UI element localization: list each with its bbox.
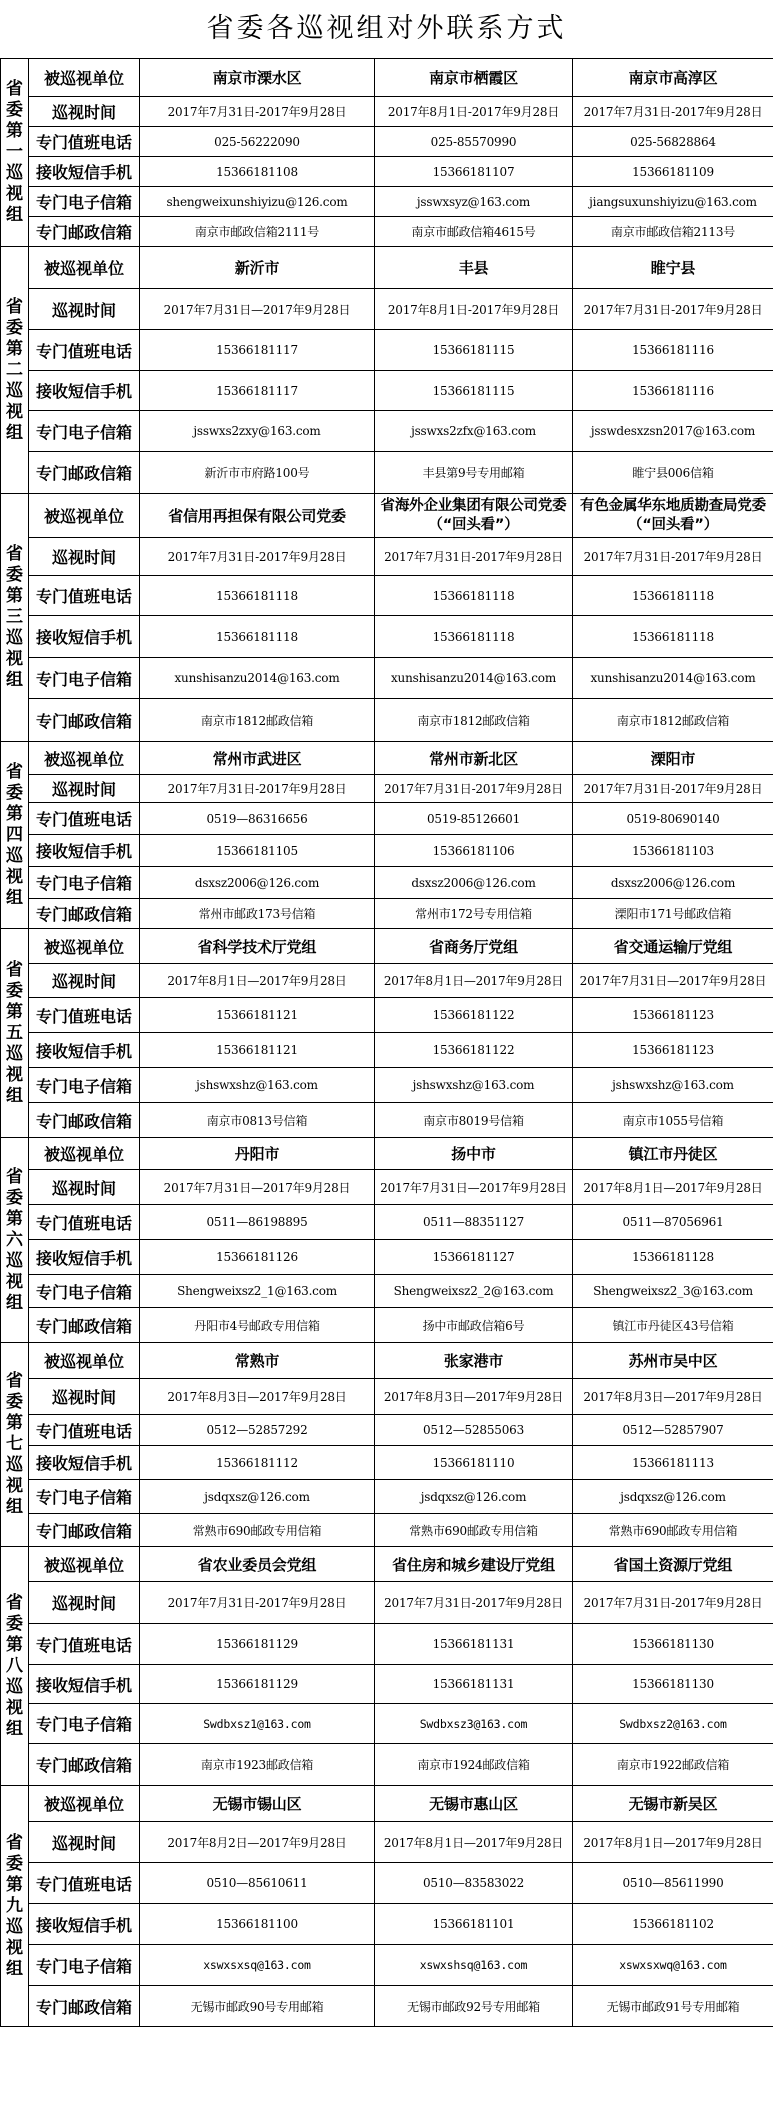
time-cell: 2017年7月31日-2017年9月28日	[573, 538, 773, 576]
group-name-cell: 省委第三巡视组	[1, 494, 29, 742]
table-row	[1, 187, 773, 217]
row-label-time: 巡视时间	[29, 964, 140, 998]
table-row	[1, 494, 773, 538]
unit-cell: 省农业委员会党组	[140, 1547, 375, 1582]
post-cell: 南京市1923邮政信箱	[140, 1744, 375, 1786]
email-cell[interactable]: Shengweixsz2_1@163.com	[140, 1275, 375, 1308]
table-row	[1, 1945, 773, 1986]
table-row	[1, 247, 773, 289]
row-label-unit: 被巡视单位	[29, 247, 140, 289]
sms-cell: 15366181130	[573, 1665, 773, 1704]
row-label-unit: 被巡视单位	[29, 1138, 140, 1170]
phone-cell: 0519-85126601	[375, 803, 573, 835]
phone-cell: 15366181130	[573, 1624, 773, 1665]
phone-cell: 025-85570990	[375, 127, 573, 157]
table-row	[1, 1744, 773, 1786]
sms-cell: 15366181109	[573, 157, 773, 187]
post-cell: 无锡市邮政92号专用邮箱	[375, 1986, 573, 2027]
phone-cell: 15366181129	[140, 1624, 375, 1665]
table-row	[1, 1033, 773, 1068]
sms-cell: 15366181126	[140, 1240, 375, 1275]
sms-cell: 15366181118	[140, 616, 375, 658]
unit-cell: 常州市武进区	[140, 742, 375, 775]
sms-cell: 15366181107	[375, 157, 573, 187]
group-name-cell: 省委第六巡视组	[1, 1138, 29, 1343]
time-cell: 2017年7月31日—2017年9月28日	[140, 1170, 375, 1205]
table-row	[1, 59, 773, 97]
post-cell: 南京市邮政信箱4615号	[375, 217, 573, 247]
time-cell: 2017年8月3日—2017年9月28日	[573, 1379, 773, 1415]
phone-cell: 0512—52857292	[140, 1415, 375, 1446]
row-label-email: 专门电子信箱	[29, 1275, 140, 1308]
post-cell: 南京市1812邮政信箱	[140, 699, 375, 742]
unit-cell: 南京市溧水区	[140, 59, 375, 97]
email-cell[interactable]: jsdqxsz@126.com	[375, 1480, 573, 1514]
row-label-phone: 专门值班电话	[29, 803, 140, 835]
row-label-email: 专门电子信箱	[29, 411, 140, 452]
sms-cell: 15366181102	[573, 1904, 773, 1945]
email-cell[interactable]: jshswxshz@163.com	[573, 1068, 773, 1103]
post-cell: 南京市邮政信箱2111号	[140, 217, 375, 247]
post-cell: 无锡市邮政91号专用邮箱	[573, 1986, 773, 2027]
email-cell[interactable]: jsdqxsz@126.com	[140, 1480, 375, 1514]
row-label-email: 专门电子信箱	[29, 867, 140, 899]
unit-cell: 无锡市新吴区	[573, 1786, 773, 1822]
table-row	[1, 289, 773, 330]
table-row	[1, 127, 773, 157]
sms-cell: 15366181123	[573, 1033, 773, 1068]
email-cell[interactable]: xswxshsq@163.com	[375, 1945, 573, 1986]
group-name-cell: 省委第一巡视组	[1, 59, 29, 247]
table-row	[1, 1582, 773, 1624]
post-cell: 常熟市690邮政专用信箱	[140, 1514, 375, 1547]
time-cell: 2017年7月31日-2017年9月28日	[375, 775, 573, 803]
sms-cell: 15366181131	[375, 1665, 573, 1704]
phone-cell: 15366181118	[375, 576, 573, 616]
email-cell[interactable]: jshswxshz@163.com	[375, 1068, 573, 1103]
post-cell: 南京市0813号信箱	[140, 1103, 375, 1138]
table-row	[1, 1665, 773, 1704]
row-label-email: 专门电子信箱	[29, 187, 140, 217]
post-cell: 南京市1922邮政信箱	[573, 1744, 773, 1786]
time-cell: 2017年8月3日—2017年9月28日	[375, 1379, 573, 1415]
sms-cell: 15366181127	[375, 1240, 573, 1275]
row-label-post: 专门邮政信箱	[29, 1744, 140, 1786]
time-cell: 2017年7月31日—2017年9月28日	[140, 289, 375, 330]
table-row	[1, 1904, 773, 1945]
sms-cell: 15366181122	[375, 1033, 573, 1068]
group-name-cell: 省委第九巡视组	[1, 1786, 29, 2027]
sms-cell: 15366181115	[375, 371, 573, 411]
row-label-time: 巡视时间	[29, 1582, 140, 1624]
unit-cell: 镇江市丹徒区	[573, 1138, 773, 1170]
phone-cell: 15366181123	[573, 998, 773, 1033]
sms-cell: 15366181113	[573, 1446, 773, 1480]
row-label-time: 巡视时间	[29, 1379, 140, 1415]
table-row	[1, 775, 773, 803]
sms-cell: 15366181103	[573, 835, 773, 867]
table-row	[1, 699, 773, 742]
time-cell: 2017年7月31日-2017年9月28日	[573, 97, 773, 127]
sms-cell: 15366181118	[375, 616, 573, 658]
sms-cell: 15366181110	[375, 1446, 573, 1480]
row-label-post: 专门邮政信箱	[29, 217, 140, 247]
table-row	[1, 658, 773, 699]
email-cell[interactable]: Swdbxsz3@163.com	[375, 1704, 573, 1744]
row-label-post: 专门邮政信箱	[29, 1514, 140, 1547]
time-cell: 2017年8月1日—2017年9月28日	[573, 1822, 773, 1863]
email-cell[interactable]: jsswxs2zfx@163.com	[375, 411, 573, 452]
table-row	[1, 1446, 773, 1480]
sms-cell: 15366181118	[573, 616, 773, 658]
table-row	[1, 899, 773, 929]
email-cell[interactable]: dsxsz2006@126.com	[375, 867, 573, 899]
table-row	[1, 1822, 773, 1863]
row-label-sms: 接收短信手机	[29, 1904, 140, 1945]
row-label-sms: 接收短信手机	[29, 1033, 140, 1068]
time-cell: 2017年8月1日—2017年9月28日	[375, 1822, 573, 1863]
row-label-time: 巡视时间	[29, 538, 140, 576]
sms-cell: 15366181105	[140, 835, 375, 867]
email-cell[interactable]: dsxsz2006@126.com	[573, 867, 773, 899]
table-row	[1, 157, 773, 187]
table-row	[1, 1547, 773, 1582]
table-row	[1, 616, 773, 658]
row-label-phone: 专门值班电话	[29, 1205, 140, 1240]
unit-cell: 省交通运输厅党组	[573, 929, 773, 964]
table-row	[1, 803, 773, 835]
row-label-sms: 接收短信手机	[29, 371, 140, 411]
table-row	[1, 1379, 773, 1415]
email-cell[interactable]: jsswxs2zxy@163.com	[140, 411, 375, 452]
table-row	[1, 217, 773, 247]
phone-cell: 0519-80690140	[573, 803, 773, 835]
row-label-post: 专门邮政信箱	[29, 1308, 140, 1343]
table-row	[1, 1103, 773, 1138]
sms-cell: 15366181108	[140, 157, 375, 187]
row-label-phone: 专门值班电话	[29, 127, 140, 157]
email-cell[interactable]: dsxsz2006@126.com	[140, 867, 375, 899]
unit-cell: 无锡市锡山区	[140, 1786, 375, 1822]
sms-cell: 15366181116	[573, 371, 773, 411]
group-name-cell: 省委第七巡视组	[1, 1343, 29, 1547]
phone-cell: 0512—52855063	[375, 1415, 573, 1446]
unit-cell: 溧阳市	[573, 742, 773, 775]
unit-cell: 苏州市吴中区	[573, 1343, 773, 1379]
unit-cell: 有色金属华东地质勘查局党委（“回头看”）	[573, 494, 773, 538]
post-cell: 无锡市邮政90号专用邮箱	[140, 1986, 375, 2027]
email-cell[interactable]: Swdbxsz2@163.com	[573, 1704, 773, 1744]
unit-cell: 省海外企业集团有限公司党委（“回头看”）	[375, 494, 573, 538]
row-label-sms: 接收短信手机	[29, 1240, 140, 1275]
unit-cell: 常熟市	[140, 1343, 375, 1379]
phone-cell: 0510—83583022	[375, 1863, 573, 1904]
unit-cell: 扬中市	[375, 1138, 573, 1170]
sms-cell: 15366181128	[573, 1240, 773, 1275]
time-cell: 2017年8月1日—2017年9月28日	[375, 964, 573, 998]
row-label-unit: 被巡视单位	[29, 1547, 140, 1582]
table-row	[1, 1240, 773, 1275]
email-cell[interactable]: jshswxshz@163.com	[140, 1068, 375, 1103]
time-cell: 2017年7月31日—2017年9月28日	[375, 1170, 573, 1205]
row-label-sms: 接收短信手机	[29, 1446, 140, 1480]
contact-table	[0, 58, 773, 2027]
row-label-email: 专门电子信箱	[29, 1704, 140, 1744]
table-row	[1, 964, 773, 998]
post-cell: 新沂市市府路100号	[140, 452, 375, 494]
post-cell: 扬中市邮政信箱6号	[375, 1308, 573, 1343]
table-row	[1, 1308, 773, 1343]
time-cell: 2017年8月3日—2017年9月28日	[140, 1379, 375, 1415]
table-row	[1, 576, 773, 616]
table-row	[1, 371, 773, 411]
table-row	[1, 1704, 773, 1744]
table-row	[1, 1986, 773, 2027]
table-row	[1, 1205, 773, 1240]
time-cell: 2017年8月1日—2017年9月28日	[140, 964, 375, 998]
phone-cell: 15366181121	[140, 998, 375, 1033]
table-row	[1, 1863, 773, 1904]
table-row	[1, 452, 773, 494]
email-cell[interactable]: Swdbxsz1@163.com	[140, 1704, 375, 1744]
time-cell: 2017年8月1日-2017年9月28日	[375, 289, 573, 330]
row-label-time: 巡视时间	[29, 775, 140, 803]
sms-cell: 15366181121	[140, 1033, 375, 1068]
post-cell: 睢宁县006信箱	[573, 452, 773, 494]
row-label-sms: 接收短信手机	[29, 157, 140, 187]
post-cell: 常州市邮政173号信箱	[140, 899, 375, 929]
post-cell: 丹阳市4号邮政专用信箱	[140, 1308, 375, 1343]
time-cell: 2017年7月31日-2017年9月28日	[140, 1582, 375, 1624]
email-cell[interactable]: jsswdesxzsn2017@163.com	[573, 411, 773, 452]
email-cell[interactable]: jsswxsyz@163.com	[375, 187, 573, 217]
row-label-phone: 专门值班电话	[29, 330, 140, 371]
post-cell: 南京市1812邮政信箱	[375, 699, 573, 742]
post-cell: 常熟市690邮政专用信箱	[375, 1514, 573, 1547]
phone-cell: 15366181118	[573, 576, 773, 616]
row-label-post: 专门邮政信箱	[29, 699, 140, 742]
row-label-phone: 专门值班电话	[29, 1624, 140, 1665]
group-name-cell: 省委第八巡视组	[1, 1547, 29, 1786]
page-title: 省委各巡视组对外联系方式	[206, 13, 567, 44]
table-row	[1, 1138, 773, 1170]
post-cell: 常州市172号专用信箱	[375, 899, 573, 929]
post-cell: 南京市1055号信箱	[573, 1103, 773, 1138]
row-label-post: 专门邮政信箱	[29, 1103, 140, 1138]
table-row	[1, 1480, 773, 1514]
phone-cell: 15366181118	[140, 576, 375, 616]
phone-cell: 15366181115	[375, 330, 573, 371]
sms-cell: 15366181129	[140, 1665, 375, 1704]
unit-cell: 张家港市	[375, 1343, 573, 1379]
group-name-cell: 省委第五巡视组	[1, 929, 29, 1138]
email-cell[interactable]: Shengweixsz2_2@163.com	[375, 1275, 573, 1308]
email-cell[interactable]: xswxsxwq@163.com	[573, 1945, 773, 1986]
unit-cell: 省国土资源厅党组	[573, 1547, 773, 1582]
row-label-email: 专门电子信箱	[29, 658, 140, 699]
email-cell[interactable]: jiangsuxunshiyizu@163.com	[573, 187, 773, 217]
phone-cell: 0511—88351127	[375, 1205, 573, 1240]
group-name-cell: 省委第二巡视组	[1, 247, 29, 494]
row-label-unit: 被巡视单位	[29, 1786, 140, 1822]
time-cell: 2017年7月31日-2017年9月28日	[140, 538, 375, 576]
email-cell[interactable]: xunshisanzu2014@163.com	[573, 658, 773, 699]
row-label-unit: 被巡视单位	[29, 742, 140, 775]
sms-cell: 15366181106	[375, 835, 573, 867]
row-label-email: 专门电子信箱	[29, 1068, 140, 1103]
table-row	[1, 330, 773, 371]
table-row	[1, 742, 773, 775]
post-cell: 溧阳市171号邮政信箱	[573, 899, 773, 929]
time-cell: 2017年7月31日-2017年9月28日	[573, 775, 773, 803]
table-row	[1, 1275, 773, 1308]
group-name-cell: 省委第四巡视组	[1, 742, 29, 929]
table-row	[1, 97, 773, 127]
table-row	[1, 929, 773, 964]
row-label-phone: 专门值班电话	[29, 1863, 140, 1904]
post-cell: 镇江市丹徒区43号信箱	[573, 1308, 773, 1343]
unit-cell: 常州市新北区	[375, 742, 573, 775]
time-cell: 2017年7月31日—2017年9月28日	[573, 964, 773, 998]
time-cell: 2017年7月31日-2017年9月28日	[140, 775, 375, 803]
row-label-unit: 被巡视单位	[29, 929, 140, 964]
table-row	[1, 1514, 773, 1547]
time-cell: 2017年7月31日-2017年9月28日	[375, 538, 573, 576]
row-label-phone: 专门值班电话	[29, 1415, 140, 1446]
time-cell: 2017年7月31日-2017年9月28日	[573, 1582, 773, 1624]
phone-cell: 0510—85610611	[140, 1863, 375, 1904]
phone-cell: 15366181116	[573, 330, 773, 371]
table-row	[1, 867, 773, 899]
unit-cell: 南京市高淳区	[573, 59, 773, 97]
phone-cell: 025-56828864	[573, 127, 773, 157]
sms-cell: 15366181112	[140, 1446, 375, 1480]
row-label-email: 专门电子信箱	[29, 1480, 140, 1514]
row-label-unit: 被巡视单位	[29, 59, 140, 97]
phone-cell: 0510—85611990	[573, 1863, 773, 1904]
table-row	[1, 835, 773, 867]
table-row	[1, 1786, 773, 1822]
row-label-phone: 专门值班电话	[29, 576, 140, 616]
sms-cell: 15366181117	[140, 371, 375, 411]
post-cell: 丰县第9号专用邮箱	[375, 452, 573, 494]
phone-cell: 0511—86198895	[140, 1205, 375, 1240]
time-cell: 2017年7月31日-2017年9月28日	[573, 289, 773, 330]
unit-cell: 无锡市惠山区	[375, 1786, 573, 1822]
table-row	[1, 538, 773, 576]
phone-cell: 15366181131	[375, 1624, 573, 1665]
row-label-post: 专门邮政信箱	[29, 452, 140, 494]
unit-cell: 省科学技术厅党组	[140, 929, 375, 964]
post-cell: 南京市1924邮政信箱	[375, 1744, 573, 1786]
row-label-post: 专门邮政信箱	[29, 1986, 140, 2027]
phone-cell: 0512—52857907	[573, 1415, 773, 1446]
row-label-unit: 被巡视单位	[29, 1343, 140, 1379]
email-cell[interactable]: jsdqxsz@126.com	[573, 1480, 773, 1514]
unit-cell: 睢宁县	[573, 247, 773, 289]
phone-cell: 025-56222090	[140, 127, 375, 157]
sms-cell: 15366181101	[375, 1904, 573, 1945]
row-label-time: 巡视时间	[29, 289, 140, 330]
table-row	[1, 1624, 773, 1665]
time-cell: 2017年7月31日-2017年9月28日	[140, 97, 375, 127]
time-cell: 2017年7月31日-2017年9月28日	[375, 1582, 573, 1624]
email-cell[interactable]: xunshisanzu2014@163.com	[375, 658, 573, 699]
row-label-unit: 被巡视单位	[29, 494, 140, 538]
row-label-phone: 专门值班电话	[29, 998, 140, 1033]
phone-cell: 15366181122	[375, 998, 573, 1033]
row-label-time: 巡视时间	[29, 97, 140, 127]
unit-cell: 省信用再担保有限公司党委	[140, 494, 375, 538]
table-row	[1, 1415, 773, 1446]
row-label-post: 专门邮政信箱	[29, 899, 140, 929]
unit-cell: 丹阳市	[140, 1138, 375, 1170]
post-cell: 南京市8019号信箱	[375, 1103, 573, 1138]
time-cell: 2017年8月2日—2017年9月28日	[140, 1822, 375, 1863]
email-cell[interactable]: xunshisanzu2014@163.com	[140, 658, 375, 699]
time-cell: 2017年8月1日-2017年9月28日	[375, 97, 573, 127]
email-cell[interactable]: xswxsxsq@163.com	[140, 1945, 375, 1986]
phone-cell: 15366181117	[140, 330, 375, 371]
row-label-sms: 接收短信手机	[29, 1665, 140, 1704]
table-row	[1, 1068, 773, 1103]
unit-cell: 新沂市	[140, 247, 375, 289]
time-cell: 2017年8月1日—2017年9月28日	[573, 1170, 773, 1205]
row-label-time: 巡视时间	[29, 1170, 140, 1205]
row-label-email: 专门电子信箱	[29, 1945, 140, 1986]
email-cell[interactable]: shengweixunshiyizu@126.com	[140, 187, 375, 217]
email-cell[interactable]: Shengweixsz2_3@163.com	[573, 1275, 773, 1308]
phone-cell: 0511—87056961	[573, 1205, 773, 1240]
post-cell: 常熟市690邮政专用信箱	[573, 1514, 773, 1547]
row-label-time: 巡视时间	[29, 1822, 140, 1863]
sms-cell: 15366181100	[140, 1904, 375, 1945]
unit-cell: 南京市栖霞区	[375, 59, 573, 97]
unit-cell: 省商务厅党组	[375, 929, 573, 964]
unit-cell: 省住房和城乡建设厅党组	[375, 1547, 573, 1582]
table-row	[1, 1170, 773, 1205]
unit-cell: 丰县	[375, 247, 573, 289]
row-label-sms: 接收短信手机	[29, 616, 140, 658]
post-cell: 南京市邮政信箱2113号	[573, 217, 773, 247]
table-row	[1, 998, 773, 1033]
row-label-sms: 接收短信手机	[29, 835, 140, 867]
table-row	[1, 1343, 773, 1379]
post-cell: 南京市1812邮政信箱	[573, 699, 773, 742]
phone-cell: 0519—86316656	[140, 803, 375, 835]
table-row	[1, 411, 773, 452]
